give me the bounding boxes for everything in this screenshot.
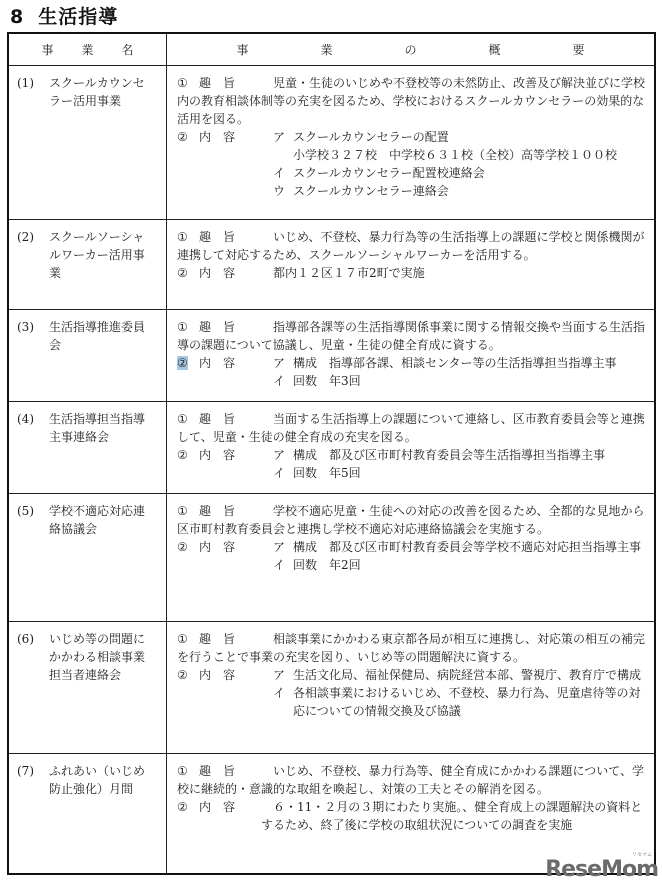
content-subitem: [261, 182, 648, 200]
table-row: [8, 66, 655, 220]
subitem-text-content: スクールカウンセラー連絡会: [293, 184, 449, 198]
header-char: 要: [572, 42, 585, 57]
content-text: ６・11・２月の３期にわたり実施。、健全育成上の課題解決の資料とするため、終了後に学校の取組状況についての調査を実施: [261, 800, 643, 832]
content-subitem: [261, 464, 648, 482]
label-char: 趣: [199, 412, 212, 426]
label-char: 容: [223, 130, 236, 144]
header-program-name: [8, 33, 167, 66]
content-subitem: [261, 446, 648, 464]
content-item: [177, 666, 648, 720]
subitem-text-content: 各相談事業におけるいじめ、不登校、暴力行為、児童虐待等の対応についての情報交換及び協議: [293, 686, 641, 718]
subitem-mark: ア: [273, 448, 286, 462]
subitem-mark: ア: [273, 668, 286, 682]
purpose-text: 学校不適応児童・生徒への対応の改善を図るため、全都的な見地から区市町村教育委員会と連携し学校不適応対応連絡協議会を実施する。: [177, 504, 645, 536]
purpose-text: 当面する生活指導上の課題について連絡し、区市教育委員会等と連携して、児童・生徒の健全育成の充実を図る。: [177, 412, 645, 444]
table-row: [8, 402, 655, 494]
subitem-text: [293, 684, 648, 720]
subitem-text-content: 回数 年5回: [293, 466, 361, 480]
program-summary-cell: [167, 754, 656, 874]
content-item: [177, 128, 648, 200]
label-char: 趣: [199, 764, 212, 778]
watermark-text: ReseMom: [545, 857, 658, 882]
purpose-mark: ①: [177, 632, 188, 646]
table-header-row: [8, 33, 655, 66]
content-item: [177, 538, 648, 574]
section-number: 8: [10, 6, 25, 28]
content-item: [177, 798, 648, 834]
content-body: [261, 798, 648, 834]
program-name: 学校不適応対応連絡協議会: [49, 504, 146, 536]
program-name-cell: [8, 66, 167, 220]
label-char: 容: [223, 800, 236, 814]
program-number: (7): [17, 764, 34, 778]
program-summary-cell: [167, 310, 656, 402]
label-char: 内: [199, 266, 212, 280]
program-table: [7, 32, 656, 875]
subitem-mark: ア: [273, 356, 286, 370]
subitem-text-content: 生活文化局、福祉保健局、病院経営本部、警視庁、教育庁で構成: [293, 668, 642, 682]
subitem-text-content: 構成 都及び区市町村教育委員会等生活指導担当指導主事: [293, 448, 606, 462]
label-char: 内: [199, 448, 212, 462]
label-char: 内: [199, 130, 212, 144]
purpose-text: 児童・生徒のいじめや不登校等の未然防止、改善及び解決並びに学校内の教育相談体制等の充実を図るため、学校におけるスクールカウンセラーの効果的な活用を図る。: [177, 76, 646, 126]
header-char: 概: [488, 42, 501, 57]
purpose-mark: ①: [177, 76, 188, 90]
purpose-mark: ①: [177, 504, 188, 518]
header-char: 名: [121, 42, 134, 57]
program-name-cell: [8, 402, 167, 494]
program-name: 生活指導推進委員会: [49, 320, 146, 352]
label-char: 旨: [223, 320, 236, 334]
content-subitem: [261, 556, 648, 574]
label-char: 内: [199, 800, 212, 814]
content-mark-glyph: ②: [177, 540, 188, 554]
table-row: [8, 220, 655, 310]
program-summary-cell: [167, 622, 656, 754]
subitem-text: [293, 372, 648, 390]
program-name: ふれあい（いじめ防止強化）月間: [49, 764, 146, 796]
header-char: 事: [236, 42, 249, 57]
subitem-text: [293, 164, 648, 182]
subitem-mark: ア: [273, 130, 286, 144]
content-subitem: [261, 354, 648, 372]
content-subitem: [261, 684, 648, 720]
label-char: 容: [223, 266, 236, 280]
label-char: 容: [223, 668, 236, 682]
program-summary-cell: [167, 494, 656, 622]
subitem-text-content: 回数 年3回: [293, 374, 361, 388]
content-mark-glyph: ②: [177, 668, 188, 682]
label-char: 内: [199, 540, 212, 554]
content-mark-glyph: ②: [177, 130, 188, 144]
purpose-mark: ①: [177, 230, 188, 244]
program-name: スクールカウンセラー活用事業: [49, 76, 145, 108]
program-number: (1): [17, 76, 34, 90]
content-mark-glyph: ②: [177, 800, 188, 814]
content-item: [177, 446, 648, 482]
program-name-cell: [8, 622, 167, 754]
purpose-mark: ①: [177, 412, 188, 426]
subitem-text-content: 構成 都及び区市町村教育委員会等学校不適応対応担当指導主事: [293, 540, 642, 554]
label-char: 内: [199, 356, 212, 370]
label-char: 容: [223, 356, 236, 370]
label-char: 内: [199, 668, 212, 682]
subitem-mark: ウ: [273, 184, 286, 198]
table-row: [8, 494, 655, 622]
content-body: [261, 354, 648, 390]
subitem-text-content: 構成 指導部各課、相談センター等の生活指導担当指導主事: [293, 356, 617, 370]
content-subitem: [261, 128, 648, 164]
section-title: [10, 2, 118, 29]
content-label: [199, 538, 261, 574]
subitem-text: [293, 446, 648, 464]
subitem-mark: イ: [273, 466, 286, 480]
program-name: いじめ等の問題にかかわる相談事業担当者連絡会: [49, 632, 146, 682]
header-char: 事: [41, 42, 54, 57]
subitem-text: [293, 464, 648, 482]
content-label: [199, 798, 261, 834]
program-number: (4): [17, 412, 34, 426]
program-number: (3): [17, 320, 34, 334]
content-item: [177, 264, 648, 282]
program-number: (6): [17, 632, 34, 646]
subitem-text: [293, 556, 648, 574]
label-char: 容: [223, 448, 236, 462]
header-char: の: [404, 42, 417, 57]
content-label: [199, 128, 261, 200]
purpose-mark: ①: [177, 764, 188, 778]
program-name: スクールソーシャルワーカー活用事業: [49, 230, 145, 280]
subitem-text: [293, 128, 648, 164]
header-char: 業: [320, 42, 333, 57]
subitem-mark: イ: [273, 686, 286, 700]
section-title-text: 生活指導: [38, 6, 119, 28]
content-subitem: [261, 372, 648, 390]
program-summary-cell: [167, 402, 656, 494]
subitem-mark: ア: [273, 540, 286, 554]
label-char: 趣: [199, 632, 212, 646]
content-subitem: [261, 164, 648, 182]
watermark-small-text: リセマム: [632, 852, 652, 858]
subitem-text: [293, 354, 648, 372]
content-subitem: [261, 666, 648, 684]
content-mark-glyph: ②: [177, 266, 188, 280]
header-program-summary: [167, 33, 656, 66]
purpose-text: 指導部各課等の生活指導関係事業に関する情報交換や当面する生活指導の課題について協議し、児童・生徒の健全育成に資する。: [177, 320, 646, 352]
subitem-text: [293, 182, 648, 200]
label-char: 旨: [223, 412, 236, 426]
header-char: 業: [81, 42, 94, 57]
content-label: [199, 354, 261, 390]
label-char: 趣: [199, 504, 212, 518]
subitem-text: [293, 666, 648, 684]
purpose-text: 相談事業にかかわる東京都各局が相互に連携し、対応策の相互の補完を行うことで事業の充実を図り、いじめ等の問題解決に資する。: [177, 632, 646, 664]
content-body: [261, 264, 648, 282]
table-row: [8, 622, 655, 754]
program-number: (5): [17, 504, 34, 518]
label-char: 趣: [199, 320, 212, 334]
purpose-text: いじめ、不登校、暴力行為等、健全育成にかかわる課題について、学校に継続的・意識的な取組を喚起し、対策の工夫とその解消を図る。: [177, 764, 645, 796]
content-mark-glyph: ②: [177, 356, 188, 370]
label-char: 旨: [223, 632, 236, 646]
program-summary-cell: [167, 220, 656, 310]
content-body: [261, 128, 648, 200]
subitem-mark: イ: [273, 374, 286, 388]
program-name-cell: [8, 220, 167, 310]
label-char: 容: [223, 540, 236, 554]
label-char: 旨: [223, 230, 236, 244]
content-mark: [177, 538, 199, 574]
label-char: 旨: [223, 76, 236, 90]
label-char: 旨: [223, 504, 236, 518]
subitem-text-content: スクールカウンセラーの配置: [293, 130, 449, 144]
label-char: 趣: [199, 76, 212, 90]
content-text: 都内１２区１７市2町で実施: [273, 266, 425, 280]
content-label: [199, 446, 261, 482]
subitem-text-content: 回数 年2回: [293, 558, 361, 572]
content-mark: [177, 264, 199, 282]
content-mark: [177, 446, 199, 482]
label-char: 趣: [199, 230, 212, 244]
program-summary-cell: [167, 66, 656, 220]
content-mark: [177, 798, 199, 834]
content-label: [199, 264, 261, 282]
content-item: [177, 354, 648, 390]
subitem-text: [293, 538, 648, 556]
program-name-cell: [8, 754, 167, 874]
purpose-text: いじめ、不登校、暴力行為等の生活指導上の課題に学校と関係機関が連携して対応するため、スクールソーシャルワーカーを活用する。: [177, 230, 645, 262]
program-name-cell: [8, 310, 167, 402]
table-row: [8, 754, 655, 874]
label-char: 旨: [223, 764, 236, 778]
subitem-mark: イ: [273, 558, 286, 572]
content-mark: [177, 666, 199, 720]
content-body: [261, 666, 648, 720]
content-subitem: [261, 538, 648, 556]
subitem-mark: イ: [273, 166, 286, 180]
purpose-mark: ①: [177, 320, 188, 334]
content-body: [261, 538, 648, 574]
content-mark: [177, 354, 199, 390]
resemom-watermark-logo: [545, 852, 658, 882]
table-row: [8, 310, 655, 402]
content-mark-glyph: ②: [177, 448, 188, 462]
content-body: [261, 446, 648, 482]
subitem-detail: 小学校３２７校 中学校６３１校（全校）高等学校１００校: [293, 148, 618, 162]
content-label: [199, 666, 261, 720]
program-name-cell: [8, 494, 167, 622]
subitem-text-content: スクールカウンセラー配置校連絡会: [293, 166, 485, 180]
content-mark: [177, 128, 199, 200]
program-number: (2): [17, 230, 34, 244]
program-name: 生活指導担当指導主事連絡会: [49, 412, 146, 444]
